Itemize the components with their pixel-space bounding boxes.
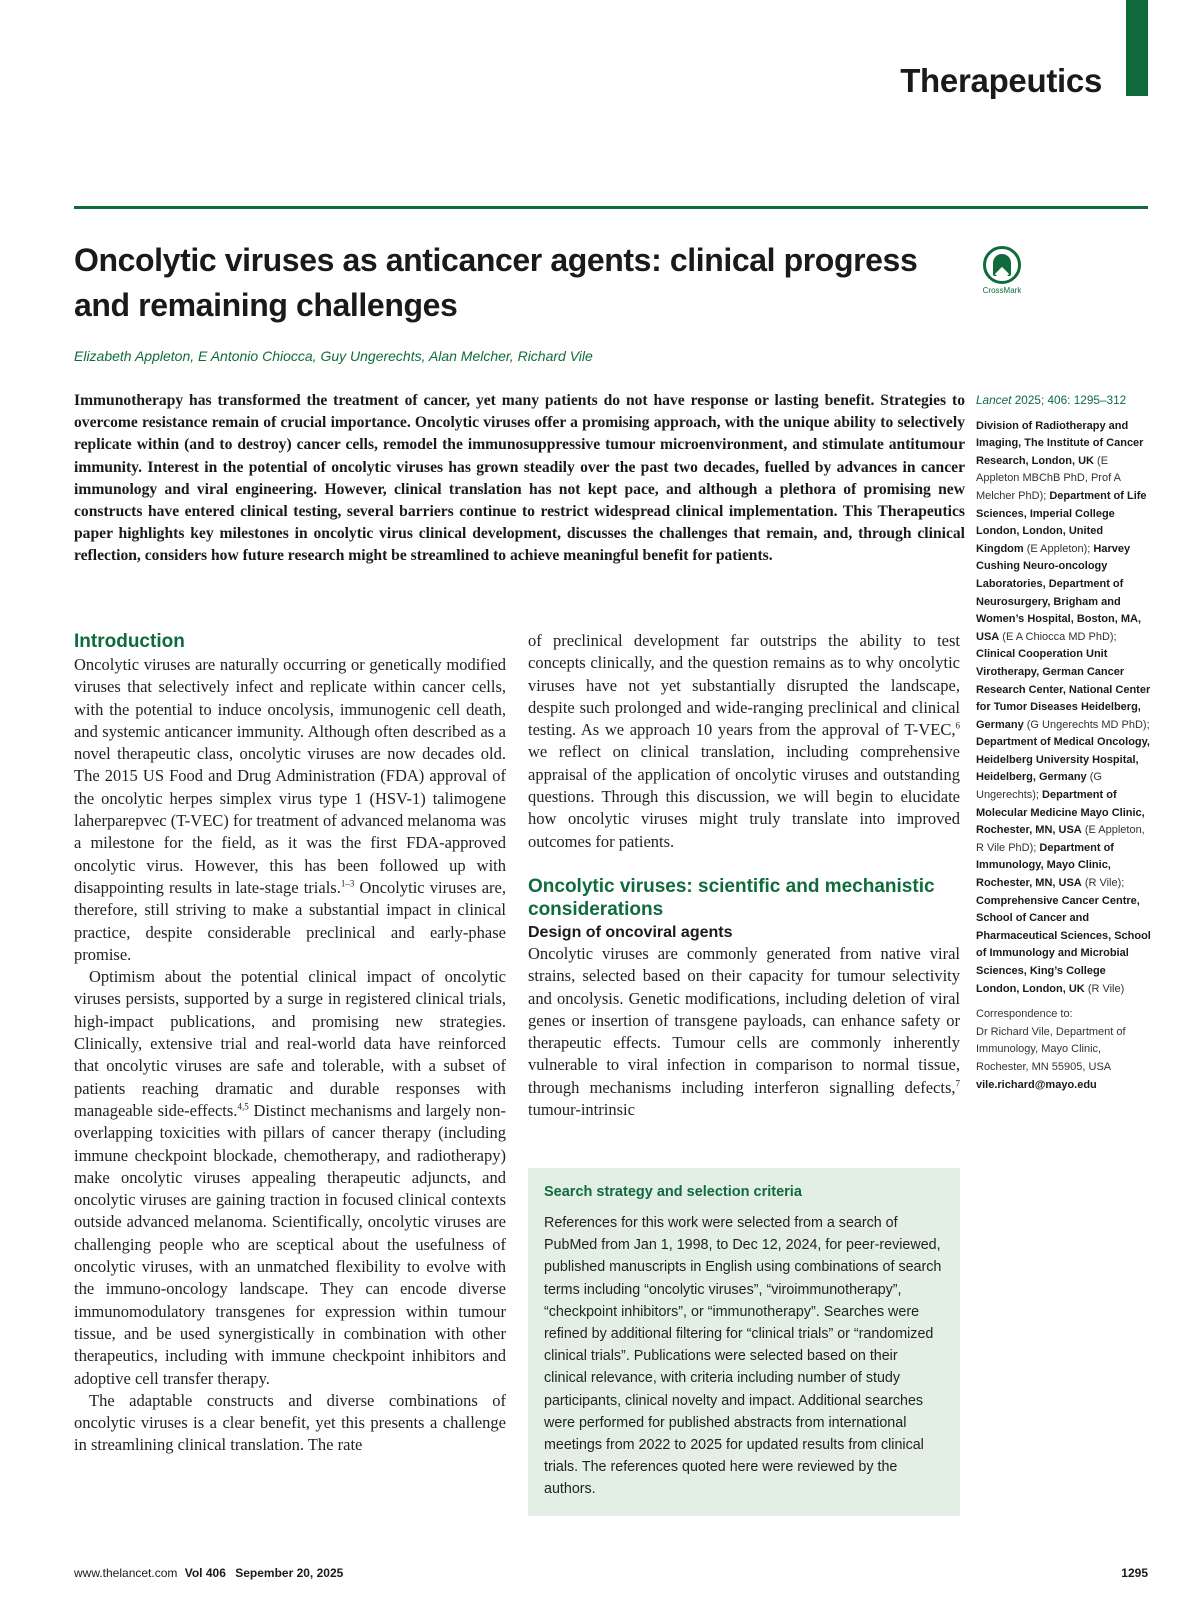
- paragraph: Oncolytic viruses are commonly generated from native viral strains, selected based on their capacity for tumour selectivity and oncolysis. Genetic modifications, including deletion of viral genes or insertion of transgene payloads, can enhance safety or therapeutic effects. Tumour cells are commonly inherently vulnerable to viral infection in comparison to normal tissue, through mechanisms including interferon signalling defects,$^7$ tumour-intrinsic: [528, 943, 960, 1120]
- article-title: Oncolytic viruses as anticancer agents: clinical progress and remaining challenges: [74, 242, 918, 323]
- body-column-left: [74, 630, 506, 1457]
- reference-link[interactable]: 7: [955, 1078, 960, 1089]
- page-footer: [74, 1566, 1148, 1580]
- paragraph: Oncolytic viruses are naturally occurring or genetically modified viruses that selectively infect and replicate within cancer cells, with the potential to induce oncolysis, immunogenic cell death, and systemic anticancer immunity. Although often described as a novel therapeutic class, oncolytic viruses are now decades old. The 2015 US Food and Drug Administration (FDA) approval of the oncolytic herpes simplex virus type 1 (HSV-1) talimogene laherparepvec (T-VEC) for treatment of advanced melanoma was a milestone for the field, as it was the first FDA-approved oncolytic virus. However, this has been followed up with disappointing results in late-stage trials.$^{1-3}$ Oncolytic viruses are, therefore, still striving to make a substantial impact in clinical practice, despite considerable preclinical and early-phase promise.: [74, 655, 506, 964]
- section-name: Therapeutics: [900, 62, 1102, 99]
- reference-link[interactable]: 6: [955, 720, 960, 731]
- paragraph: Optimism about the potential clinical impact of oncolytic viruses persists, supported by a surge in registered clinical trials, high-impact publications, and promising new strategies. Clinically, extensive trial and real-world data have reinforced that oncolytic viruses are safe and tolerable, with a subset of patients reaching dramatic and durable responses with manageable side-effects.$^{4,5}$ Distinct mechanisms and largely non-overlapping toxicities with pillars of cancer therapy (including immune checkpoint blockade, chemotherapy, and radiotherapy) make oncolytic viruses appealing therapeutic adjuncts, and oncolytic viruses are gaining traction in focused clinical contexts outside advanced melanoma. Scientifically, oncolytic viruses are challenging people who are sceptical about the usefulness of oncolytic viruses, with an unmatched flexibility to evolve with the immuno-oncology landscape. They can encode diverse immunomodulatory transgenes for expression within tumour tissue, and be used synergistically in combination with other therapeutics, including with immune checkpoint inhibitors and adoptive cell transfer therapy.: [74, 967, 506, 1388]
- correspondence: [976, 1006, 1152, 1094]
- search-strategy-panel: [528, 1168, 960, 1516]
- header-rule: [74, 206, 1148, 209]
- sidebar-notes: [976, 392, 1152, 1094]
- paragraph: The adaptable constructs and diverse combinations of oncolytic viruses is a clear benefit, yet this presents a challenge in streamlining clinical translation. The rate: [74, 1390, 506, 1455]
- affiliations: Division of Radiotherapy and Imaging, The Institute of Cancer Research, London, UK (E Appleton MBChB PhD, Prof A Melcher PhD); Department of Life Sciences, Imperial College London, London, United Kingdom (E Appleton); Harvey Cushing Neuro-oncology Laboratories, Department of Neurosurgery, Brigham and Women’s Hospital, Boston, MA, USA (E A Chiocca MD PhD); Clinical Cooperation Unit Virotherapy, German Cancer Research Center, National Center for Tumor Diseases Heidelberg, Germany (G Ungerechts MD PhD); Department of Medical Oncology, Heidelberg University Hospital, Heidelberg, Germany (G Ungerechts); Department of Molecular Medicine Mayo Clinic, Rochester, MN, USA (E Appleton, R Vile PhD); Department of Immunology, Mayo Clinic, Rochester, MN, USA (R Vile); Comprehensive Cancer Centre, School of Cancer and Pharmaceutical Sciences, School of Immunology and Microbial Sciences, King’s College London, London, UK (R Vile): [976, 419, 1151, 995]
- abstract: Immunotherapy has transformed the treatment of cancer, yet many patients do not have response or lasting benefit. Strategies to overcome resistance remain of crucial importance. Oncolytic viruses offer a promising approach, with the unique ability to selectively replicate within (and to destroy) cancer cells, remodel the immunosuppressive tumour microenvironment, and stimulate antitumour immunity. Interest in the potential of oncolytic viruses has grown steadily over the past two decades, fuelled by advances in cancer immunology and viral engineering. However, clinical translation has not kept pace, and although a plethora of promising new constructs have entered clinical testing, several barriers continue to restrict widespread clinical implementation. This Therapeutics paper highlights key milestones in oncolytic virus clinical development, discusses the challenges that remain, and, through clinical reflection, considers how future research might be streamlined to achieve meaningful benefit for patients.: [74, 392, 965, 565]
- body-column-middle: [528, 630, 960, 1121]
- subsection-heading: Design of oncoviral agents: [528, 923, 733, 941]
- section-color-tab: [1126, 0, 1148, 96]
- author-list: Elizabeth Appleton, E Antonio Chiocca, Guy Ungerechts, Alan Melcher, Richard Vile: [74, 348, 593, 364]
- crossmark-badge[interactable]: [980, 246, 1024, 295]
- correspondence-address: Dr Richard Vile, Department of Immunology, Mayo Clinic, Rochester, MN 55905, USA: [976, 1025, 1126, 1073]
- reference-link[interactable]: 4,5: [237, 1101, 249, 1112]
- correspondence-label: Correspondence to:: [976, 1008, 1073, 1021]
- correspondence-email[interactable]: vile.richard@mayo.edu: [976, 1078, 1097, 1091]
- crossmark-icon: [983, 246, 1021, 284]
- panel-body: References for this work were selected from a search of PubMed from Jan 1, 1998, to Dec 12, 2024, for peer-reviewed, published manuscripts in English using combinations of search terms including “oncolytic viruses”, “viroimmunotherapy”, “checkpoint inhibitors”, or “immunotherapy”. Searches were refined by additional filtering for “clinical trials” or “randomized clinical trials”. Publications were selected based on their clinical relevance, with criteria including number of study participants, clinical novelty and impact. Additional searches were performed for published abstracts from international meetings from 2022 to 2025 for updated results from clinical trials. The references quoted here were reviewed by the authors.: [544, 1215, 942, 1498]
- section-heading-mechanism: Oncolytic viruses: scientific and mechanistic considerations: [528, 875, 935, 920]
- footer-date: Sepember 20, 2025: [235, 1566, 344, 1580]
- section-heading-introduction: Introduction: [74, 631, 185, 652]
- footer-site-link[interactable]: www.thelancet.com: [74, 1566, 178, 1580]
- crossmark-label: CrossMark: [982, 286, 1022, 295]
- reference-link[interactable]: 1–3: [340, 878, 355, 889]
- panel-title: Search strategy and selection criteria: [544, 1184, 802, 1200]
- footer-volume: Vol 406: [184, 1566, 226, 1580]
- page-number: 1295: [1121, 1566, 1148, 1580]
- citation: Lancet 2025; 406: 1295–312: [976, 393, 1127, 407]
- paragraph: of preclinical development far outstrips the ability to test concepts clinically, and the question remains as to why oncolytic viruses have not yet substantially disrupted the landscape, despite such prolonged and wide-ranging preclinical and clinical testing. As we approach 10 years from the approval of T-VEC,$^6$ we reflect on clinical translation, including comprehensive appraisal of the application of oncolytic viruses and outstanding questions. Through this discussion, we will begin to elucidate how oncolytic viruses might truly translate into improved outcomes for patients.: [528, 631, 960, 851]
